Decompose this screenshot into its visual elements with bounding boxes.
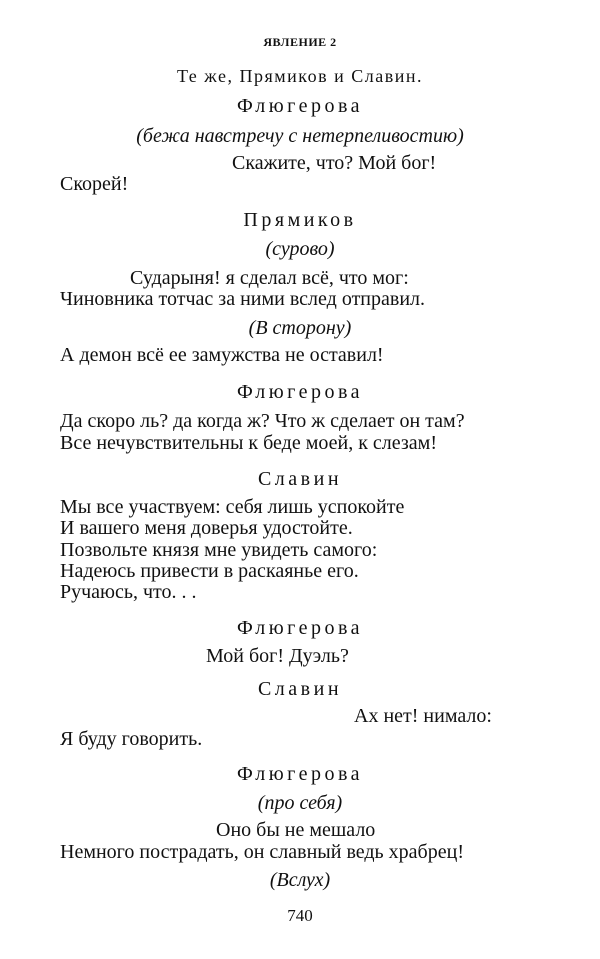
speaker-name: Славин [257, 468, 343, 490]
stage-direction: (сурово) [265, 238, 335, 260]
verse-line: Чиновника тотчас за ними вслед отправил. [60, 288, 426, 310]
speaker-name: Флюгерова [236, 95, 364, 117]
verse-line: Я буду говорить. [60, 728, 203, 750]
stage-direction: (бежа навстречу с нетерпеливостию) [136, 125, 464, 147]
verse-line: Да скоро ль? да когда ж? Что ж сделает он там? [60, 410, 465, 432]
stage-direction: (про себя) [257, 792, 343, 814]
speaker-name: Прямиков [243, 209, 357, 231]
page-number: 740 [287, 906, 313, 925]
verse-line: Ах нет! нимало: [354, 705, 492, 727]
verse-line: А демон всё ее замужства не оставил! [60, 344, 384, 366]
speaker-name: Флюгерова [236, 381, 364, 403]
scene-cast: Те же, Прямиков и Славин. [177, 66, 423, 86]
verse-line: Сударыня! я сделал всё, что мог: [130, 267, 409, 289]
speaker-name: Славин [257, 678, 343, 700]
verse-line: Скажите, что? Мой бог! [232, 152, 437, 174]
scene-heading: ЯВЛЕНИЕ 2 [263, 35, 337, 49]
verse-line: Ручаюсь, что. . . [60, 581, 197, 603]
stage-direction: (В сторону) [248, 317, 352, 339]
verse-line: Позвольте князя мне увидеть самого: [60, 539, 378, 561]
verse-line: Немного пострадать, он славный ведь храбрец! [60, 841, 464, 863]
verse-line: И вашего меня доверья удостойте. [60, 517, 353, 539]
verse-line: Оно бы не мешало [216, 819, 376, 841]
speaker-name: Флюгерова [236, 763, 364, 785]
verse-line: Надеюсь привести в раскаянье его. [60, 560, 359, 582]
verse-line: Мы все участвуем: себя лишь успокойте [60, 496, 405, 518]
verse-line: Скорей! [60, 173, 129, 195]
stage-direction: (Вслух) [269, 869, 331, 891]
verse-line: Мой бог! Дуэль? [206, 645, 349, 667]
verse-line: Все нечувствительны к беде моей, к слезам! [60, 432, 437, 454]
speaker-name: Флюгерова [236, 617, 364, 639]
